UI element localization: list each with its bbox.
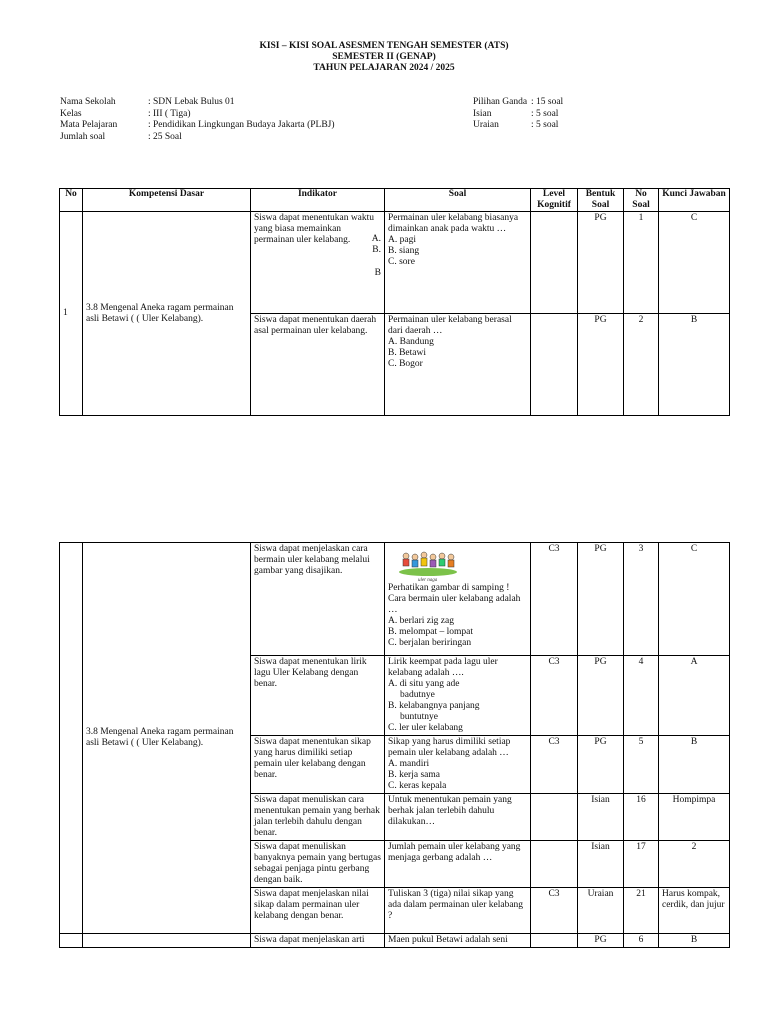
- school-info: [60, 97, 335, 143]
- soal-cell: Tuliskan 3 (tiga) nilai sikap yang ada dalam permainan uler kelabang ?: [385, 888, 531, 934]
- info-label: Nama Sekolah: [60, 97, 116, 107]
- kompetensi-text: 3.8 Mengenal Aneka ragam permainan asli Betawi ( ( Uler Kelabang).: [86, 727, 234, 748]
- stray-mark: B.: [372, 245, 381, 255]
- doc-year: TAHUN PELAJARAN 2024 / 2025: [313, 63, 455, 73]
- question-text: Permainan uler kelabang berasal dari daerah …: [388, 315, 512, 336]
- nosoal-cell: 6: [624, 934, 659, 948]
- stray-mark: B: [374, 268, 381, 278]
- answer-option: B. Betawi: [388, 348, 426, 358]
- kunci-cell: B: [659, 736, 730, 794]
- kompetensi-dasar: [83, 934, 251, 948]
- answer-option: B. melompat – lompat: [388, 627, 473, 637]
- kompetensi-dasar: [83, 543, 251, 934]
- answer-option: B. kerja sama: [388, 770, 440, 780]
- answer-option: B. siang: [388, 246, 420, 256]
- indikator-cell: Siswa dapat menjelaskan nilai sikap dalam permainan uler kelabang dengan benar.: [251, 888, 385, 934]
- answer-option: C. ler uler kelabang: [388, 723, 463, 733]
- col-soal: Soal: [385, 189, 531, 212]
- nosoal-cell: 17: [624, 841, 659, 888]
- kunci-cell: C: [659, 212, 730, 314]
- kompetensi-dasar: 3.8 Mengenal Aneka ragam permainan asli Betawi ( ( Uler Kelabang).: [83, 212, 251, 416]
- indikator-cell: Siswa dapat menentukan sikap yang harus dimiliki setiap pemain uler kelabang dengan benar.: [251, 736, 385, 794]
- stray-mark: A.: [371, 234, 381, 244]
- nosoal-cell: 21: [624, 888, 659, 934]
- level-cell: [531, 314, 578, 416]
- info-value: : 15 soal: [531, 97, 564, 107]
- col-level: Level Kognitif: [531, 189, 578, 212]
- bentuk-cell: PG: [578, 656, 624, 736]
- indikator-cell: Siswa dapat menentukan daerah asal permainan uler kelabang.: [251, 314, 385, 416]
- info-label: Uraian: [473, 120, 499, 130]
- col-nosoal: No Soal: [624, 189, 659, 212]
- level-cell: C3: [531, 656, 578, 736]
- level-cell: [531, 794, 578, 841]
- indikator-cell: Siswa dapat menjelaskan cara bermain uler kelabang melalui gambar yang disajikan.: [251, 543, 385, 656]
- question-text: Sikap yang harus dimiliki setiap pemain uler kelabang adalah …: [388, 737, 511, 758]
- soal-cell: Untuk menentukan pemain yang berhak jalan terlebih dahulu dilakukan…: [385, 794, 531, 841]
- soal-cell: [385, 314, 531, 416]
- answer-option: A. pagi: [388, 235, 416, 245]
- bentuk-cell: PG: [578, 314, 624, 416]
- nosoal-cell: 5: [624, 736, 659, 794]
- table-row: [60, 543, 730, 656]
- level-cell: [531, 841, 578, 888]
- info-label: Isian: [473, 108, 492, 119]
- table-row: [60, 212, 730, 314]
- row-number: [60, 543, 83, 934]
- row-number: 1: [60, 212, 83, 416]
- col-kompetensi: Kompetensi Dasar: [83, 189, 251, 212]
- answer-option: buntutnye: [400, 712, 438, 722]
- level-cell: [531, 934, 578, 948]
- soal-cell: [385, 212, 531, 314]
- soal-cell: [385, 656, 531, 736]
- info-value: : 5 soal: [531, 108, 559, 119]
- bentuk-cell: PG: [578, 543, 624, 656]
- indikator-cell: Siswa dapat menuliskan banyaknya pemain yang bertugas sebagai penjaga pintu gerbang dengan baik.: [251, 841, 385, 888]
- bentuk-cell: Isian: [578, 794, 624, 841]
- bentuk-cell: PG: [578, 934, 624, 948]
- kunci-cell: 2: [659, 841, 730, 888]
- info-label: Pilihan Ganda: [473, 97, 528, 107]
- info-value: : 25 Soal: [148, 131, 182, 142]
- question-count-info: [473, 97, 563, 132]
- info-value: : Pendidikan Lingkungan Budaya Jakarta (PLBJ): [148, 120, 335, 130]
- kunci-cell: Harus kompak, cerdik, dan jujur: [659, 888, 730, 934]
- table-header-row: [60, 189, 730, 212]
- nosoal-cell: 2: [624, 314, 659, 416]
- answer-option: A. di situ yang ade: [388, 679, 460, 689]
- soal-cell: [385, 736, 531, 794]
- answer-option: B. kelabangnya panjang: [388, 701, 480, 711]
- image-caption: uler naga: [418, 578, 438, 583]
- indikator-cell: Siswa dapat menjelaskan arti: [251, 934, 385, 948]
- row-number: [60, 934, 83, 948]
- soal-cell: Maen pukul Betawi adalah seni: [385, 934, 531, 948]
- question-text: Lirik keempat pada lagu uler kelabang adalah ….: [388, 657, 498, 678]
- kisi-table-2: [59, 542, 730, 948]
- bentuk-cell: PG: [578, 212, 624, 314]
- kunci-cell: B: [659, 934, 730, 948]
- answer-option: C. berjalan beriringan: [388, 638, 472, 648]
- info-label: Mata Pelajaran: [60, 120, 118, 130]
- level-cell: [531, 212, 578, 314]
- bentuk-cell: Uraian: [578, 888, 624, 934]
- col-indikator: Indikator: [251, 189, 385, 212]
- col-kunci: Kunci Jawaban: [659, 189, 730, 212]
- answer-option: A. mandiri: [388, 759, 430, 769]
- doc-title: KISI – KISI SOAL ASESMEN TENGAH SEMESTER (ATS): [259, 41, 509, 51]
- indikator-cell: Siswa dapat menuliskan cara menentukan pemain yang berhak jalan terlebih dahulu dengan benar.: [251, 794, 385, 841]
- info-value: : III ( Tiga): [148, 108, 191, 119]
- nosoal-cell: 3: [624, 543, 659, 656]
- soal-cell: Jumlah pemain uler kelabang yang menjaga gerbang adalah …: [385, 841, 531, 888]
- info-label: Kelas: [60, 108, 82, 119]
- col-bentuk: Bentuk Soal: [578, 189, 624, 212]
- level-cell: C3: [531, 736, 578, 794]
- indikator-cell: Siswa dapat menentukan lirik lagu Uler Kelabang dengan benar.: [251, 656, 385, 736]
- question-text: Perhatikan gambar di samping ! Cara bermain uler kelabang adalah …: [388, 583, 521, 615]
- info-value: : SDN Lebak Bulus 01: [148, 97, 235, 107]
- info-value: : 5 soal: [531, 120, 559, 130]
- doc-semester: SEMESTER II (GENAP): [332, 52, 436, 62]
- table-row: [60, 934, 730, 948]
- answer-option: A. Bandung: [388, 337, 434, 347]
- kunci-cell: Hompimpa: [659, 794, 730, 841]
- indikator-text: Siswa dapat menentukan waktu yang biasa memainkan permainan uler kelabang.: [254, 213, 375, 245]
- level-cell: C3: [531, 888, 578, 934]
- answer-option: C. Bogor: [388, 359, 423, 369]
- bentuk-cell: Isian: [578, 841, 624, 888]
- kunci-cell: C: [659, 543, 730, 656]
- info-label: Jumlah soal: [60, 131, 106, 142]
- nosoal-cell: 4: [624, 656, 659, 736]
- children-playing-illustration: [398, 548, 458, 576]
- answer-option: C. keras kepala: [388, 781, 447, 791]
- indikator-cell: [251, 212, 385, 314]
- answer-option: badutnye: [400, 690, 435, 700]
- kisi-table-1: [59, 188, 730, 416]
- bentuk-cell: PG: [578, 736, 624, 794]
- nosoal-cell: 1: [624, 212, 659, 314]
- soal-cell: [385, 543, 531, 656]
- answer-option: C. sore: [388, 257, 415, 267]
- question-text: Permainan uler kelabang biasanya dimainkan anak pada waktu …: [388, 213, 519, 234]
- col-no: No: [60, 189, 83, 212]
- level-cell: C3: [531, 543, 578, 656]
- nosoal-cell: 16: [624, 794, 659, 841]
- kunci-cell: B: [659, 314, 730, 416]
- kunci-cell: A: [659, 656, 730, 736]
- answer-option: A. berlari zig zag: [388, 616, 454, 626]
